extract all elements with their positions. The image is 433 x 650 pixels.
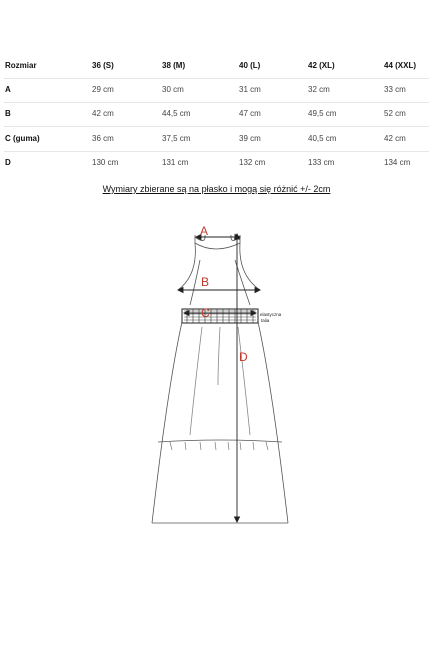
header-cell-44: 44 (XXL) (384, 61, 417, 70)
header-cell-40: 40 (L) (239, 61, 261, 70)
measure-label-c: C (201, 306, 210, 320)
table-cell: 37,5 cm (162, 134, 191, 143)
waist-note-line1: elastyczna (260, 312, 282, 317)
table-cell: 134 cm (384, 158, 411, 167)
table-cell: 40,5 cm (308, 134, 337, 143)
measure-label-a: A (200, 224, 209, 238)
dress-diagram (140, 215, 300, 535)
table-row (0, 155, 433, 171)
table-cell: 130 cm (92, 158, 119, 167)
table-cell: 42 cm (92, 109, 114, 118)
table-cell: 133 cm (308, 158, 335, 167)
row-label: D (5, 158, 11, 167)
table-cell: 32 cm (308, 85, 330, 94)
row-label: A (5, 85, 11, 94)
table-row (0, 131, 433, 147)
measure-label-b: B (201, 275, 210, 289)
table-cell: 132 cm (239, 158, 266, 167)
table-row (0, 82, 433, 98)
row-label: C (guma) (5, 134, 40, 143)
table-cell: 44,5 cm (162, 109, 191, 118)
header-cell-size: Rozmiar (5, 61, 37, 70)
measurement-note: Wymiary zbierane są na płasko i mogą się różnić +/- 2cm (102, 184, 331, 194)
dress-outline (152, 235, 288, 523)
table-divider (4, 151, 429, 152)
table-cell: 33 cm (384, 85, 406, 94)
table-cell: 30 cm (162, 85, 184, 94)
row-label: B (5, 109, 11, 118)
table-cell: 39 cm (239, 134, 261, 143)
waist-note-line2: talia (261, 318, 270, 323)
table-cell: 49,5 cm (308, 109, 337, 118)
table-row (0, 106, 433, 122)
table-cell: 47 cm (239, 109, 261, 118)
table-cell: 29 cm (92, 85, 114, 94)
table-divider (4, 126, 429, 127)
tier-darts (170, 442, 268, 450)
table-divider (4, 78, 429, 79)
measure-label-d: D (239, 350, 248, 364)
header-cell-36: 36 (S) (92, 61, 114, 70)
table-cell: 31 cm (239, 85, 261, 94)
header-cell-42: 42 (XL) (308, 61, 335, 70)
elastic-waist-band (182, 309, 258, 323)
table-divider (4, 102, 429, 103)
table-header-row (0, 58, 433, 74)
table-cell: 36 cm (92, 134, 114, 143)
header-cell-38: 38 (M) (162, 61, 186, 70)
table-cell: 42 cm (384, 134, 406, 143)
table-cell: 131 cm (162, 158, 189, 167)
table-cell: 52 cm (384, 109, 406, 118)
